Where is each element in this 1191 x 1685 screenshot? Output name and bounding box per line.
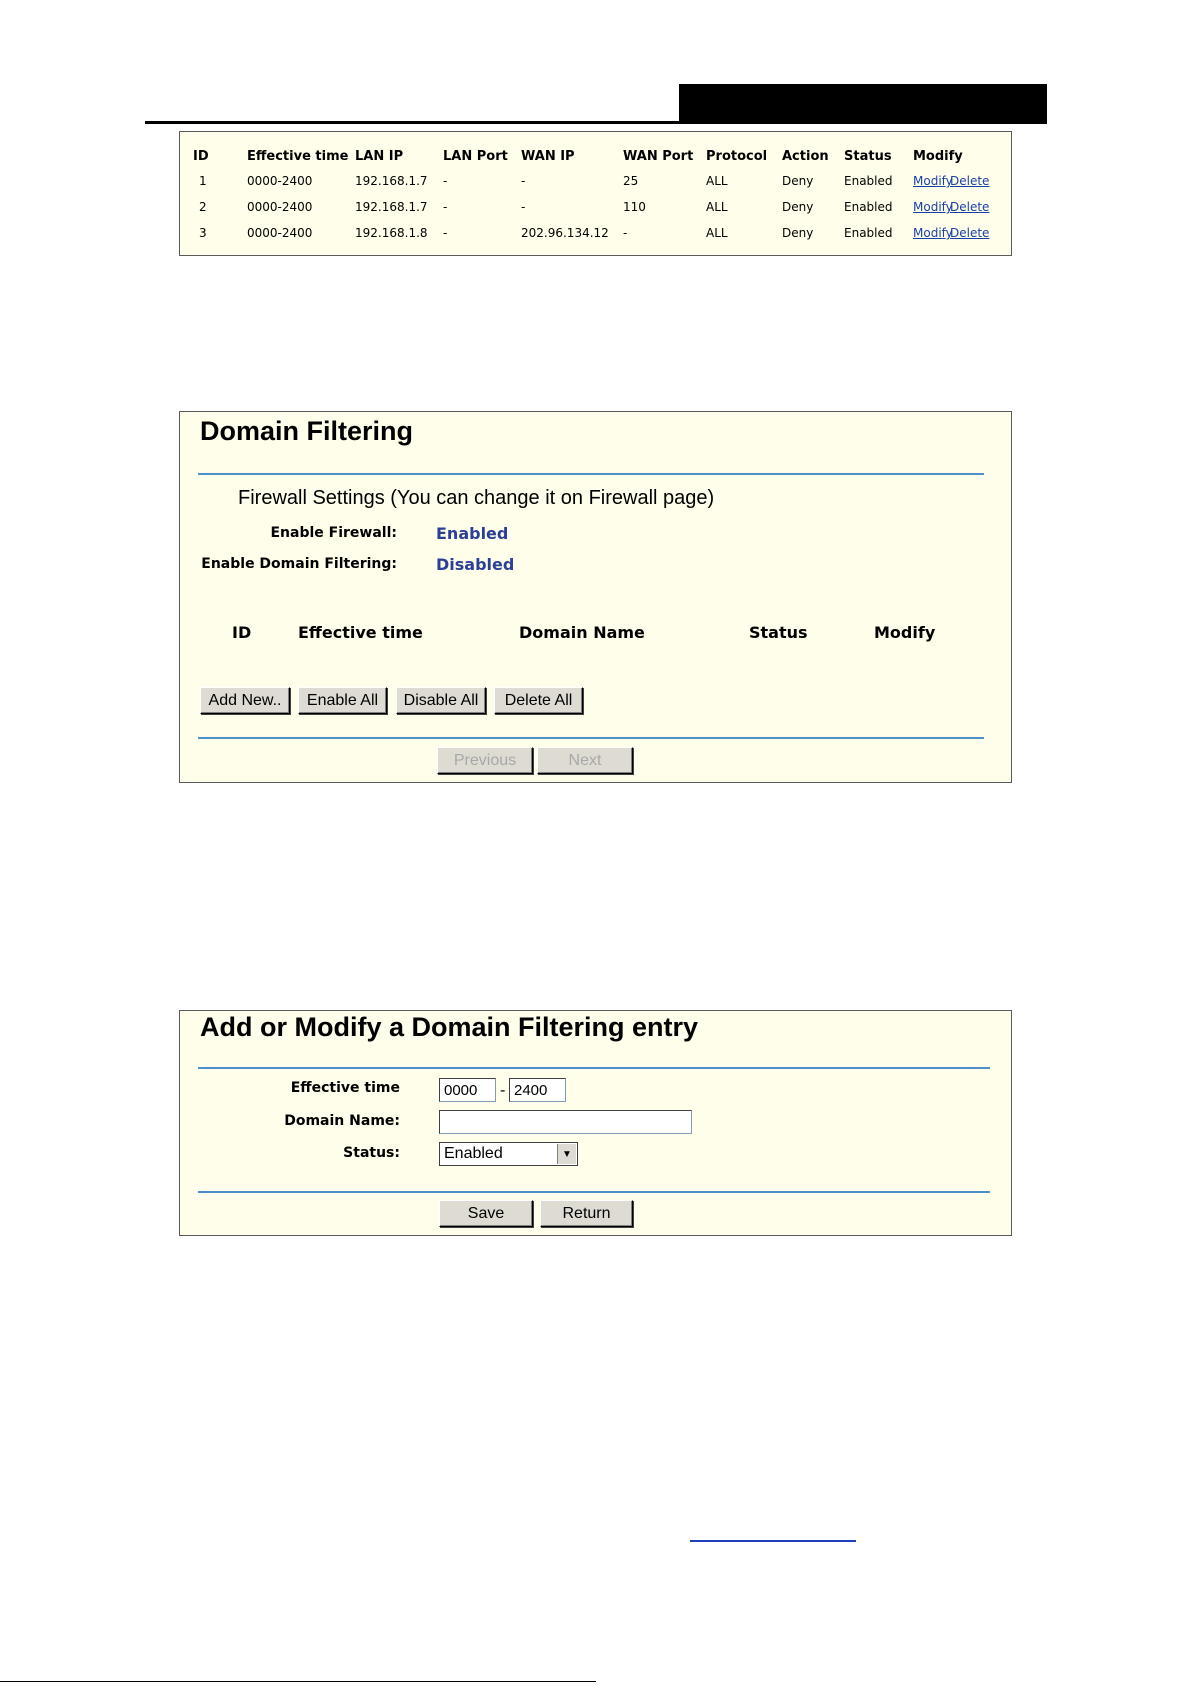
modify-link[interactable]: Modify	[913, 200, 953, 214]
row-effective-time: 0000-2400	[247, 200, 313, 214]
col-header-lan-ip: LAN IP	[355, 149, 404, 164]
row-status: Enabled	[844, 226, 893, 240]
row-wan-port: -	[623, 226, 628, 240]
col-header-status: Status	[844, 149, 892, 164]
row-action: Deny	[782, 226, 814, 240]
delete-link[interactable]: Delete	[950, 226, 990, 240]
row-lan-ip: 192.168.1.7	[355, 200, 428, 214]
col-header-status: Status	[749, 623, 808, 642]
page-header-block	[679, 84, 1047, 124]
enable-firewall-value: Enabled	[436, 524, 509, 543]
footer-rule	[0, 1681, 596, 1682]
col-header-protocol: Protocol	[706, 149, 768, 164]
col-header-modify: Modify	[874, 623, 936, 642]
row-wan-ip: -	[521, 174, 526, 188]
row-wan-ip: 202.96.134.12	[521, 226, 609, 240]
col-header-wan-port: WAN Port	[623, 149, 694, 164]
col-header-lan-port: LAN Port	[443, 149, 508, 164]
chevron-down-icon[interactable]: ▼	[557, 1144, 576, 1164]
entry-form-title: Add or Modify a Domain Filtering entry	[200, 1012, 699, 1042]
row-id: 1	[199, 174, 207, 188]
col-header-domain-name: Domain Name	[519, 623, 645, 642]
save-button[interactable]: Save	[439, 1200, 533, 1227]
domain-name-input[interactable]	[439, 1110, 692, 1134]
effective-time-label: Effective time	[290, 1080, 400, 1096]
col-header-id: ID	[232, 623, 252, 642]
page-header-rule	[145, 121, 1047, 124]
disable-all-button[interactable]: Disable All	[396, 687, 486, 714]
rules-table-panel	[179, 131, 1012, 256]
row-id: 3	[199, 226, 207, 240]
status-label: Status:	[343, 1145, 400, 1161]
divider	[198, 1067, 990, 1069]
effective-time-start-input[interactable]	[439, 1078, 496, 1102]
effective-time-end-input[interactable]	[509, 1078, 566, 1102]
row-wan-ip: -	[521, 200, 526, 214]
row-status: Enabled	[844, 174, 893, 188]
previous-button[interactable]: Previous	[437, 747, 533, 774]
footer-link-underline	[690, 1540, 856, 1542]
return-button[interactable]: Return	[540, 1200, 633, 1227]
next-button[interactable]: Next	[537, 747, 633, 774]
enable-all-button[interactable]: Enable All	[298, 687, 387, 714]
divider	[198, 737, 984, 739]
row-protocol: ALL	[706, 226, 728, 240]
row-status: Enabled	[844, 200, 893, 214]
row-wan-port: 25	[623, 174, 639, 188]
delete-link[interactable]: Delete	[950, 200, 990, 214]
domain-name-label: Domain Name:	[284, 1113, 400, 1129]
enable-domain-filtering-label: Enable Domain Filtering:	[201, 556, 397, 572]
domain-entry-panel	[179, 1010, 1012, 1236]
col-header-effective-time: Effective time	[298, 623, 423, 642]
col-header-wan-ip: WAN IP	[521, 149, 575, 164]
enable-firewall-label: Enable Firewall:	[270, 525, 397, 541]
row-action: Deny	[782, 174, 814, 188]
row-wan-port: 110	[623, 200, 646, 214]
col-header-action: Action	[782, 149, 829, 164]
row-protocol: ALL	[706, 200, 728, 214]
col-header-modify: Modify	[913, 149, 963, 164]
row-lan-port: -	[443, 200, 448, 214]
row-effective-time: 0000-2400	[247, 174, 313, 188]
row-protocol: ALL	[706, 174, 728, 188]
row-lan-ip: 192.168.1.8	[355, 226, 428, 240]
domain-filtering-panel	[179, 411, 1012, 783]
page-title: Domain Filtering	[200, 416, 414, 446]
firewall-settings-heading: Firewall Settings (You can change it on Firewall page)	[238, 487, 715, 509]
modify-link[interactable]: Modify	[913, 174, 953, 188]
status-select[interactable]	[439, 1142, 578, 1166]
row-lan-port: -	[443, 174, 448, 188]
delete-all-button[interactable]: Delete All	[494, 687, 583, 714]
row-id: 2	[199, 200, 207, 214]
status-select-value: Enabled	[444, 1145, 503, 1162]
modify-link[interactable]: Modify	[913, 226, 953, 240]
col-header-effective-time: Effective time	[247, 149, 349, 164]
enable-domain-filtering-value: Disabled	[436, 555, 515, 574]
row-lan-ip: 192.168.1.7	[355, 174, 428, 188]
time-separator: -	[500, 1081, 506, 1099]
col-header-id: ID	[193, 149, 209, 164]
divider	[198, 1191, 990, 1193]
row-action: Deny	[782, 200, 814, 214]
divider	[198, 473, 984, 475]
add-new-button[interactable]: Add New..	[200, 687, 290, 714]
row-effective-time: 0000-2400	[247, 226, 313, 240]
row-lan-port: -	[443, 226, 448, 240]
delete-link[interactable]: Delete	[950, 174, 990, 188]
